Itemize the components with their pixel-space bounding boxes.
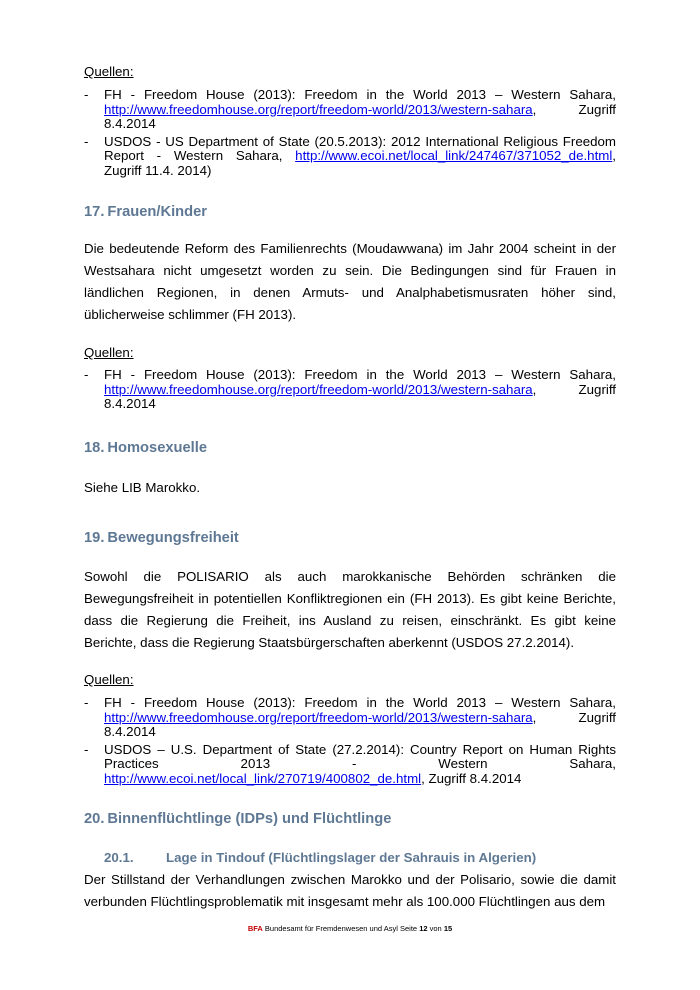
subsection-heading-20-1: 20.1. Lage in Tindouf (Flüchtlingslager der Sahrauis in Algerien) (104, 850, 537, 865)
source-access: , Zugriff 8.4.2014 (104, 101, 616, 131)
source-list (84, 368, 616, 415)
sources-label: Quellen: (84, 672, 134, 687)
source-item: - FH - Freedom House (2013): Freedom in the World 2013 – Western Sahara, http://www.freedomhouse.org/report/freedom-world/2013/western-sahara, Zugriff 8.4.2014 (84, 87, 616, 131)
source-link[interactable]: http://www.ecoi.net/local_link/247467/371052_de.html (295, 148, 613, 163)
agency-name: Bundesamt für Fremdenwesen und Asyl (264, 924, 398, 933)
page-number: 12 (419, 924, 428, 933)
source-link[interactable]: http://www.freedomhouse.org/report/freedom-world/2013/western-sahara (104, 101, 533, 117)
section-body-20: Der Stillstand der Verhandlungen zwischen Marokko und der Polisario, sowie die damit verbunden Flüchtlingsproblematik mit insgesamt mehr als 100.000 Flüchtlingen aus dem (84, 872, 616, 909)
sources-label: Quellen: (84, 345, 134, 360)
source-access: , Zugriff 8.4.2014 (421, 770, 522, 786)
source-item: - FH - Freedom House (2013): Freedom in the World 2013 – Western Sahara, http://www.freedomhouse.org/report/freedom-world/2013/western-sahara, Zugriff 8.4.2014 (84, 695, 616, 739)
section-heading-20: 20. Binnenflüchtlinge (IDPs) und Flüchtlinge (84, 811, 392, 827)
page-footer: BFA Bundesamt für Fremdenwesen und Asyl Seite 12 von 15 (247, 924, 453, 933)
sources-label: Quellen: (84, 64, 134, 79)
source-link[interactable]: http://www.freedomhouse.org/report/freedom-world/2013/western-sahara (104, 709, 533, 725)
section-heading-17: 17. Frauen/Kinder (84, 204, 207, 220)
source-link[interactable]: http://www.ecoi.net/local_link/270719/400802_de.html (104, 770, 422, 786)
section-body-18: Siehe LIB Marokko. (84, 480, 201, 495)
source-list (84, 88, 616, 181)
section-heading-19: 19. Bewegungsfreiheit (84, 530, 239, 546)
source-item: - FH - Freedom House (2013): Freedom in the World 2013 – Western Sahara, http://www.freedomhouse.org/report/freedom-world/2013/western-sahara, Zugriff 8.4.2014 (84, 367, 616, 411)
section-body-19: Sowohl die POLISARIO als auch marokkanische Behörden schränken die Bewegungsfreiheit in potentiellen Konfliktregionen ein (FH 2013). Es gibt keine Berichte, dass die Regierung die Freiheit, ins Ausland zu reisen, einschränkt. Es gibt keine Berichte, dass die Regierung Staatsbürgerschaften aberkennt (USDOS 27.2.2014). (84, 569, 616, 650)
bfa-logo: BFA (247, 924, 263, 933)
source-list (84, 696, 616, 789)
source-access: , Zugriff 8.4.2014 (104, 709, 616, 739)
section-heading-18: 18. Homosexuelle (84, 440, 208, 456)
section-body-17: Die bedeutende Reform des Familienrechts (Moudawwana) im Jahr 2004 scheint in der Westsahara nicht umgesetzt worden zu sein. Die Bedingungen sind für Frauen in ländlichen Regionen, in denen Armuts- und Analphabetismusraten höher sind, üblicherweise schlimmer (FH 2013). (84, 241, 616, 322)
source-item: - USDOS - US Department of State (20.5.2013): 2012 International Religious Freedom Report - Western Sahara, http://www.ecoi.net/local_link/247467/371052_de.html, Zugriff 11.4. 2014) (84, 133, 616, 178)
page-total: 15 (443, 924, 453, 933)
source-link[interactable]: http://www.freedomhouse.org/report/freedom-world/2013/western-sahara (104, 381, 533, 397)
source-access: , Zugriff 11.4. 2014) (104, 148, 616, 178)
source-item: - USDOS – U.S. Department of State (27.2.2014): Country Report on Human Rights Practices 2013 - Western Sahara, http://www.ecoi.net/local_link/270719/400802_de.html, Zugriff 8.4.2014 (84, 741, 616, 786)
source-access: , Zugriff 8.4.2014 (104, 381, 616, 411)
